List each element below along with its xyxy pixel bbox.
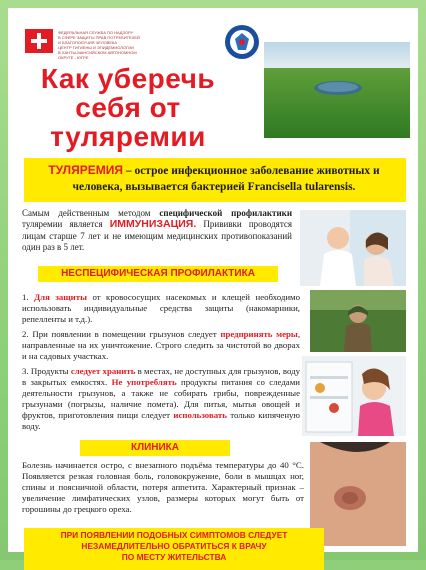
org-line: ФЕДЕРАЛЬНАЯ СЛУЖБА ПО НАДЗОРУ	[58, 30, 134, 35]
org-line: В ХАНТЫ-МАНСИЙСКОМ АВТОНОМНОМ	[58, 50, 137, 55]
intro-text: туляремии является	[22, 219, 110, 230]
organization-name	[58, 30, 158, 60]
fridge-photo	[300, 354, 408, 438]
org-line: ЦЕНТР ГИГИЕНЫ И ЭПИДЕМИОЛОГИИ	[58, 45, 134, 50]
intro-bold: специфической профилактики	[159, 208, 292, 218]
specific-prophylaxis-paragraph	[22, 208, 292, 254]
nonspecific-heading: НЕСПЕЦИФИЧЕСКАЯ ПРОФИЛАКТИКА	[38, 266, 278, 282]
vaccination-photo	[298, 208, 408, 288]
intro-text: Самым действенным методом	[22, 208, 160, 218]
nonspecific-list	[22, 292, 300, 436]
disease-term: ТУЛЯРЕМИЯ	[48, 163, 123, 177]
item-text: в местах, не доступных для грызунов, воду в закрытых емкостях.	[22, 366, 300, 387]
definition-text	[34, 162, 394, 195]
item-highlight: Для защиты	[34, 292, 87, 302]
list-item	[22, 292, 300, 325]
item-number: 2.	[22, 329, 29, 339]
title-line: Как уберечь	[40, 63, 216, 94]
item-highlight: использовать	[173, 410, 227, 420]
poster-content	[8, 8, 418, 562]
item-highlight: следует хранить	[70, 366, 136, 376]
warning-line: ПО МЕСТУ ЖИТЕЛЬСТВА	[121, 552, 227, 562]
item-text: Продукты	[30, 366, 71, 376]
org-line: И БЛАГОПОЛУЧИЯ ЧЕЛОВЕКА	[58, 40, 118, 45]
forest-photo	[308, 288, 408, 354]
list-item	[22, 366, 300, 432]
vaccination-illustration	[300, 210, 406, 286]
org-line: В СФЕРЕ ЗАЩИТЫ ПРАВ ПОТРЕБИТЕЛЕЙ	[58, 35, 140, 40]
rospotrebnadzor-logo-icon	[24, 26, 54, 56]
warning-line: НЕЗАМЕДЛИТЕЛЬНО ОБРАТИТЬСЯ К ВРАЧУ	[81, 541, 267, 551]
list-item	[22, 329, 300, 362]
title-line: себя от	[75, 92, 181, 123]
warning-line: ПРИ ПОЯВЛЕНИИ ПОДОБНЫХ СИМПТОМОВ СЛЕДУЕТ	[60, 530, 288, 540]
center-emblem-icon	[224, 24, 260, 60]
item-text: только кипяченую воду.	[22, 410, 300, 431]
item-highlight: Не употреблять	[111, 377, 177, 387]
item-text: продукты питания со следами деятельности грызунов, а также не собирать грибы, поврежденные грызунами (погрызы, наличие помета). Для питья, мытья овощей и фруктов, приготовления пищи следует	[22, 377, 300, 420]
warning-banner	[24, 528, 324, 570]
fridge-illustration	[302, 356, 406, 436]
header	[8, 8, 418, 158]
definition-banner	[24, 158, 406, 202]
symptom-illustration	[310, 442, 406, 546]
item-text: , направленные на их уничтожение. Строго следить за чистотой во дворах и на садовых участках.	[22, 329, 301, 361]
item-highlight: предпринять меры	[220, 329, 298, 339]
title-line: туляремии	[50, 121, 206, 152]
item-number: 3.	[22, 366, 29, 376]
item-text: от кровососущих насекомых и клещей необходимо использовать индивидуальные средства защиты (накомарники, репелленты и т.д.).	[22, 292, 300, 324]
page-title	[18, 64, 238, 151]
immunization-accent: ИММУНИЗАЦИЯ.	[109, 218, 197, 231]
disease-definition: – острое инфекционное заболевание животных и человека, вызывается бактерией Francisella tularensis.	[72, 165, 380, 193]
clinic-description: Болезнь начинается остро, с внезапного подъёма температуры до 40 °С. Появляется резкая головная боль, головокружение, боли в мышцах ног, спины и поясничной области, потеря аппетита. Характерный признак – увеличение лимфатических узлов, размеры которых могут быть от горошины до грецкого ореха.	[22, 460, 304, 514]
item-number: 1.	[22, 292, 29, 302]
forest-illustration	[310, 290, 406, 352]
steppe-lake-photo	[262, 40, 412, 140]
intro-text: Прививки проводятся лицам старше 7 лет и не имеющим медицинских противопоказаний один раз в 5 лет.	[22, 219, 292, 253]
org-line: ОКРУГЕ - ЮГРЕ	[58, 55, 89, 60]
clinic-heading: КЛИНИКА	[80, 440, 230, 456]
item-text: При появлении в помещении грызунов следует	[32, 329, 221, 339]
